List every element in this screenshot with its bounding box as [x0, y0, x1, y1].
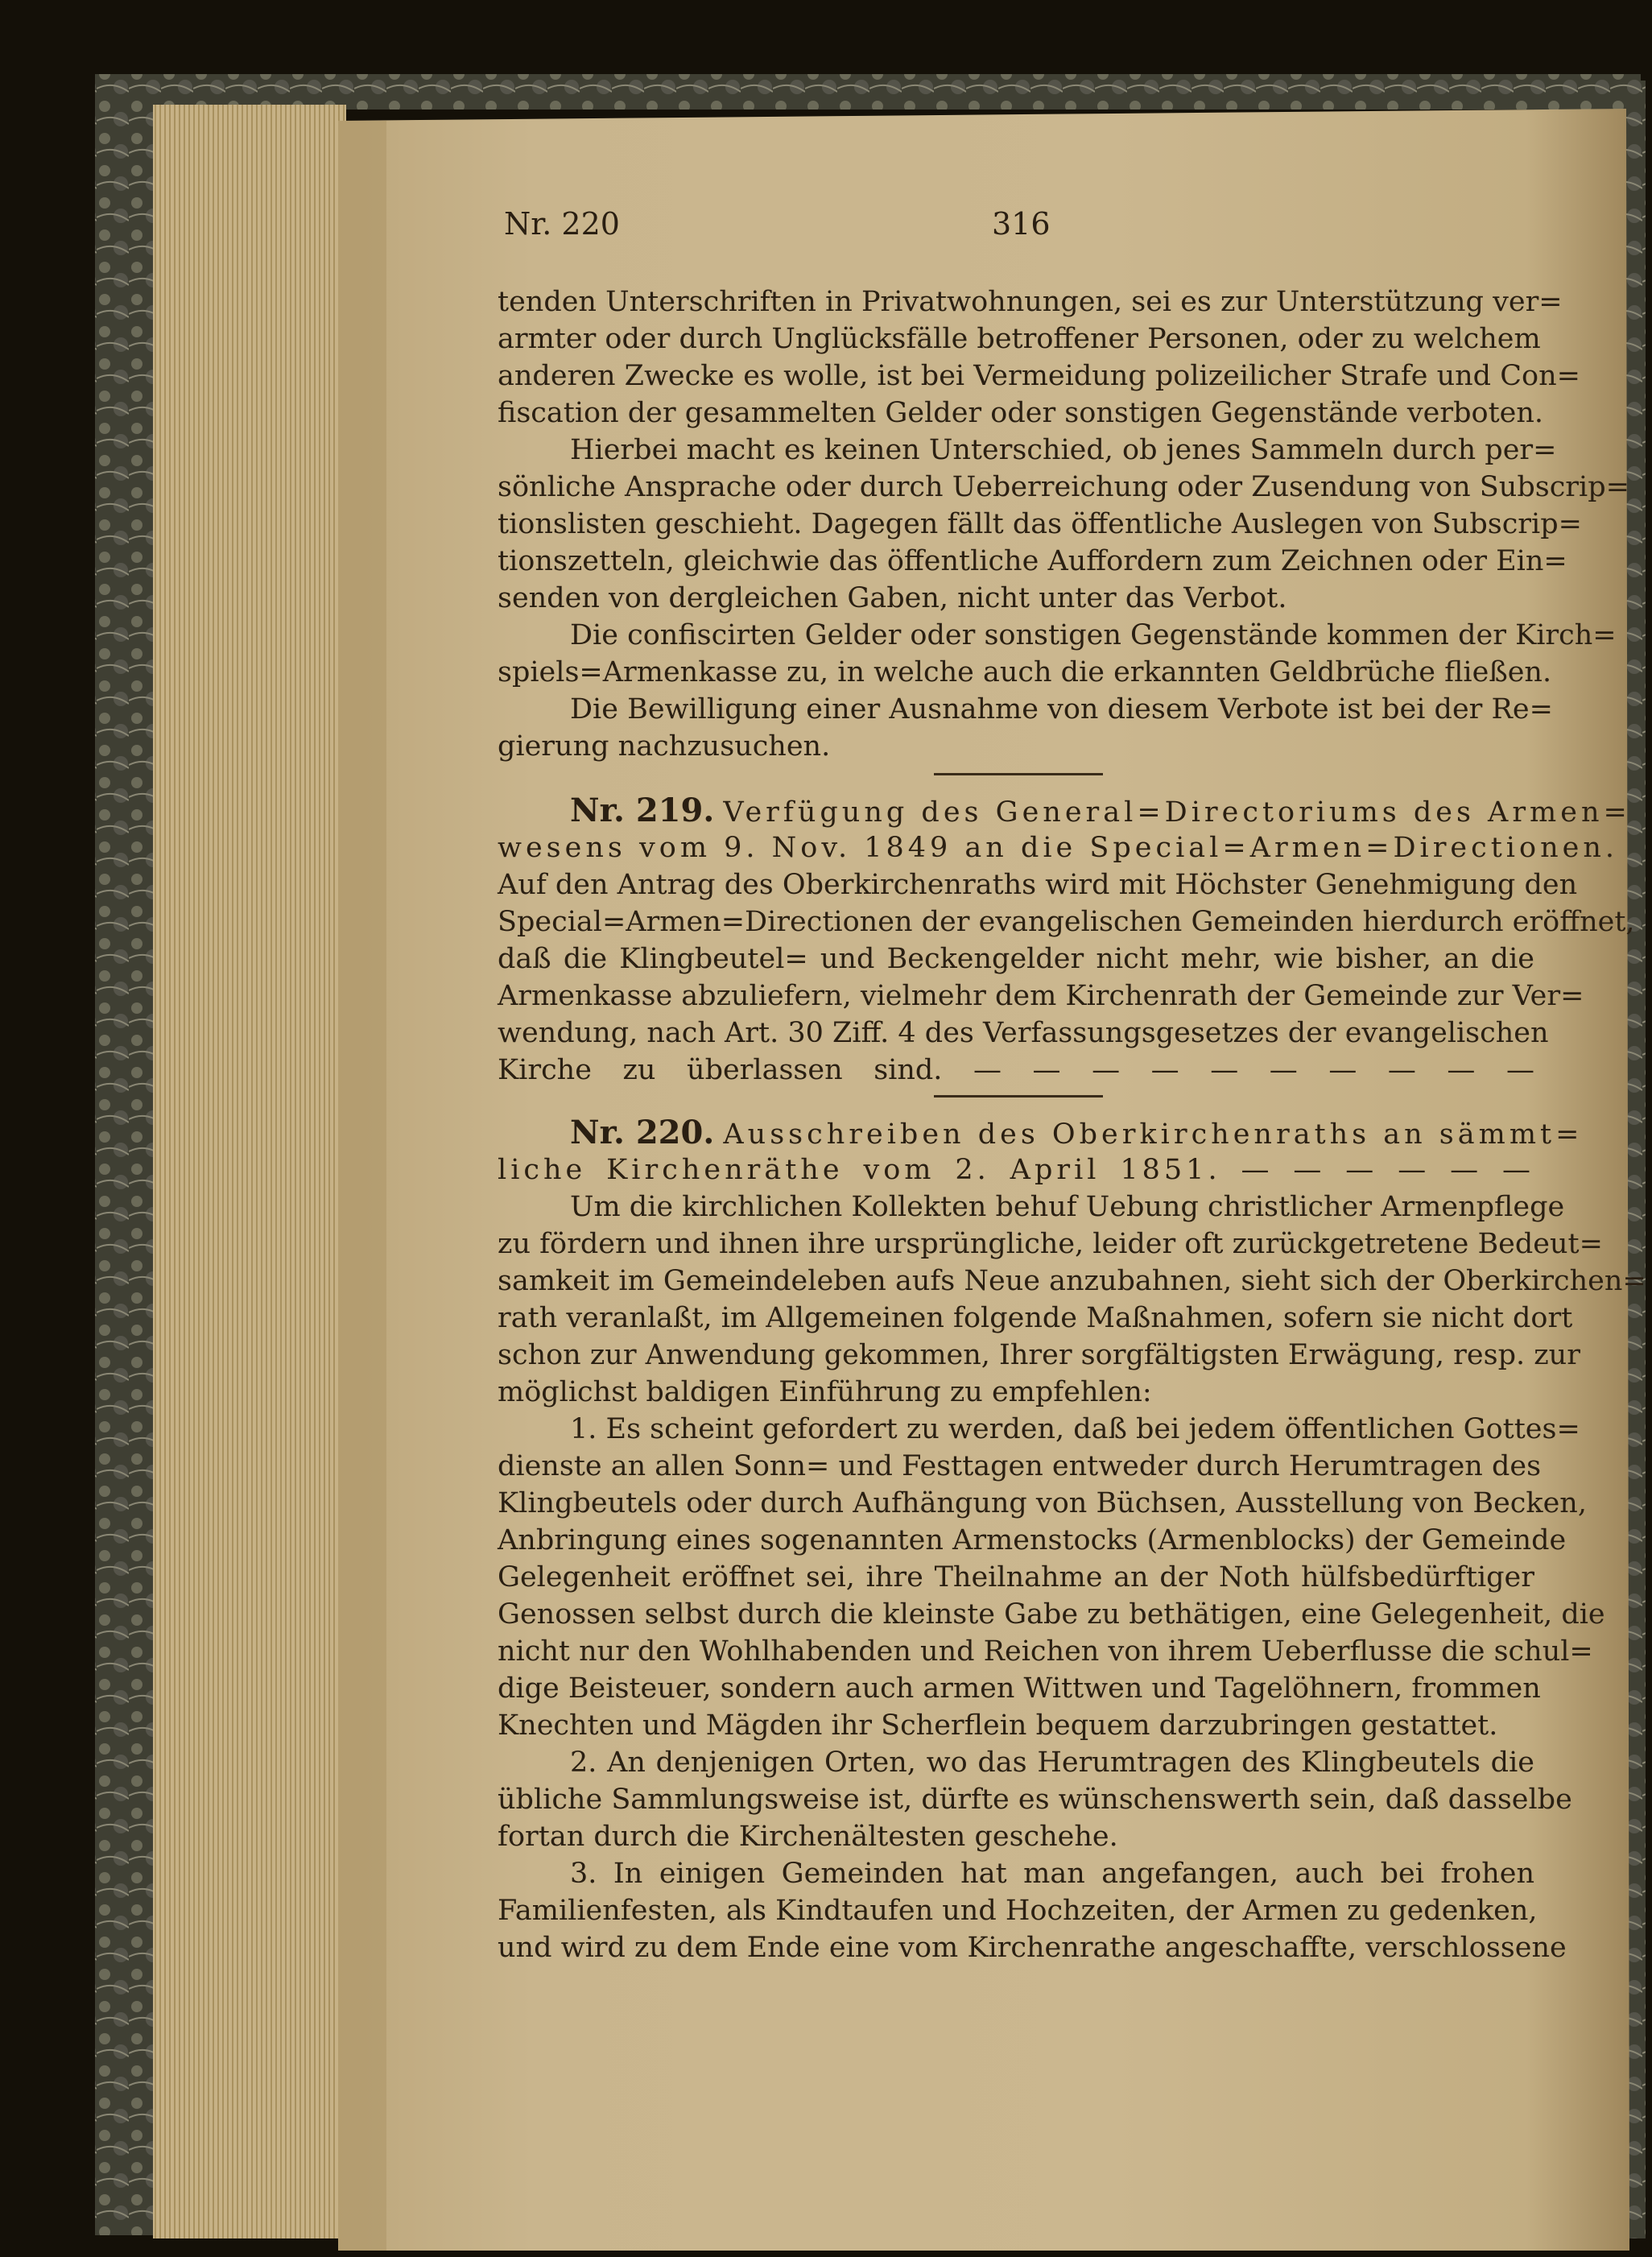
- section-divider: [934, 1095, 1103, 1097]
- text-line: fortan durch die Kirchenältesten geschehe.: [498, 1821, 1118, 1853]
- text-line: Die Bewilligung einer Ausnahme von diesem Verbote ist bei der Re=: [570, 693, 1553, 725]
- text-line: anderen Zwecke es wolle, ist bei Vermeidung polizeilicher Strafe und Con=: [498, 360, 1580, 392]
- text-line: übliche Sammlungsweise ist, dürfte es wünschenswerth sein, daß dasselbe: [498, 1784, 1572, 1816]
- text-line: Armenkasse abzuliefern, vielmehr dem Kirchenrath der Gemeinde zur Ver=: [498, 980, 1584, 1012]
- text-line: Special=Armen=Directionen der evangelischen Gemeinden hierdurch eröffnet,: [498, 906, 1635, 938]
- section-heading-220: [570, 1114, 1584, 1151]
- section-number: Nr. 219.: [570, 792, 715, 829]
- section-heading-219: [570, 792, 1631, 829]
- text-line: Familienfesten, als Kindtaufen und Hochzeiten, der Armen zu gedenken,: [498, 1895, 1538, 1927]
- section-number: Nr. 220.: [570, 1114, 715, 1151]
- text-line: fiscation der gesammelten Gelder oder sonstigen Gegenstände verboten.: [498, 397, 1544, 429]
- text-line: Die confiscirten Gelder oder sonstigen Gegenstände kommen der Kirch=: [570, 619, 1617, 651]
- text-line: möglichst baldigen Einführung zu empfehlen:: [498, 1376, 1152, 1408]
- text-line: und wird zu dem Ende eine vom Kirchenrathe angeschaffte, verschlossene: [498, 1932, 1567, 1964]
- section-title: Ausschreiben des Oberkirchenraths an sämmt=: [723, 1118, 1584, 1151]
- text-line: Knechten und Mägden ihr Scherflein bequem darzubringen gestattet.: [498, 1709, 1498, 1742]
- section-title: Verfügung des General=Directoriums des Armen=: [723, 796, 1631, 829]
- text-line: Um die kirchlichen Kollekten behuf Uebung christlicher Armenpflege: [570, 1191, 1565, 1223]
- text-line: 2. An denjenigen Orten, wo das Herumtragen des Klingbeutels die: [570, 1746, 1534, 1779]
- text-line: liche Kirchenräthe vom 2. April 1851. — — — — — —: [498, 1154, 1534, 1186]
- text-line: dige Beisteuer, sondern auch armen Wittwen und Tagelöhnern, frommen: [498, 1672, 1541, 1705]
- text-line: wendung, nach Art. 30 Ziff. 4 des Verfassungsgesetzes der evangelischen: [498, 1017, 1549, 1049]
- text-line: rath veranlaßt, im Allgemeinen folgende Maßnahmen, sofern sie nicht dort: [498, 1302, 1573, 1334]
- text-line: dienste an allen Sonn= und Festtagen entweder durch Herumtragen des: [498, 1450, 1542, 1482]
- text-line: senden von dergleichen Gaben, nicht unter das Verbot.: [498, 582, 1287, 614]
- text-line: samkeit im Gemeindeleben aufs Neue anzubahnen, sieht sich der Oberkirchen=: [498, 1265, 1646, 1297]
- text-line: Gelegenheit eröffnet sei, ihre Theilnahme an der Noth hülfsbedürftiger: [498, 1561, 1534, 1594]
- text-line: sönliche Ansprache oder durch Ueberreichung oder Zusendung von Subscrip=: [498, 471, 1629, 503]
- section-divider: [934, 773, 1103, 775]
- text-line: Genossen selbst durch die kleinste Gabe zu bethätigen, eine Gelegenheit, die: [498, 1598, 1605, 1631]
- text-line: Auf den Antrag des Oberkirchenraths wird mit Höchster Genehmigung den: [498, 869, 1578, 901]
- text-line: zu fördern und ihnen ihre ursprüngliche, leider oft zurückgetretene Bedeut=: [498, 1228, 1603, 1260]
- text-line: Klingbeutels oder durch Aufhängung von Büchsen, Ausstellung von Becken,: [498, 1487, 1587, 1519]
- text-line: tionslisten geschieht. Dagegen fällt das öffentliche Auslegen von Subscrip=: [498, 508, 1582, 540]
- text-line: gierung nachzusuchen.: [498, 730, 831, 763]
- section-reference: Nr. 220: [504, 206, 620, 242]
- text-line: Anbringung eines sogenannten Armenstocks (Armenblocks) der Gemeinde: [498, 1524, 1567, 1556]
- text-line: tenden Unterschriften in Privatwohnungen, sei es zur Unterstützung ver=: [498, 286, 1563, 318]
- text-line: spiels=Armenkasse zu, in welche auch die erkannten Geldbrüche fließen.: [498, 656, 1552, 688]
- text-line: 3. In einigen Gemeinden hat man angefangen, auch bei frohen: [570, 1858, 1534, 1890]
- text-line: Hierbei macht es keinen Unterschied, ob jenes Sammeln durch per=: [570, 434, 1557, 466]
- page-number: 316: [992, 206, 1051, 242]
- text-line: daß die Klingbeutel= und Beckengelder nicht mehr, wie bisher, an die: [498, 943, 1534, 975]
- text-line: nicht nur den Wohlhabenden und Reichen von ihrem Ueberflusse die schul=: [498, 1635, 1593, 1668]
- text-line: armter oder durch Unglücksfälle betroffener Personen, oder zu welchem: [498, 323, 1541, 355]
- text-line: wesens vom 9. Nov. 1849 an die Special=Armen=Directionen.: [498, 832, 1618, 864]
- text-line: tionszetteln, gleichwie das öffentliche Auffordern zum Zeichnen oder Ein=: [498, 545, 1567, 577]
- text-line: schon zur Anwendung gekommen, Ihrer sorgfältigsten Erwägung, resp. zur: [498, 1339, 1580, 1371]
- text-line: Kirche zu überlassen sind. — — — — — — — — — —: [498, 1054, 1534, 1086]
- text-line: 1. Es scheint gefordert zu werden, daß bei jedem öffentlichen Gottes=: [570, 1413, 1580, 1445]
